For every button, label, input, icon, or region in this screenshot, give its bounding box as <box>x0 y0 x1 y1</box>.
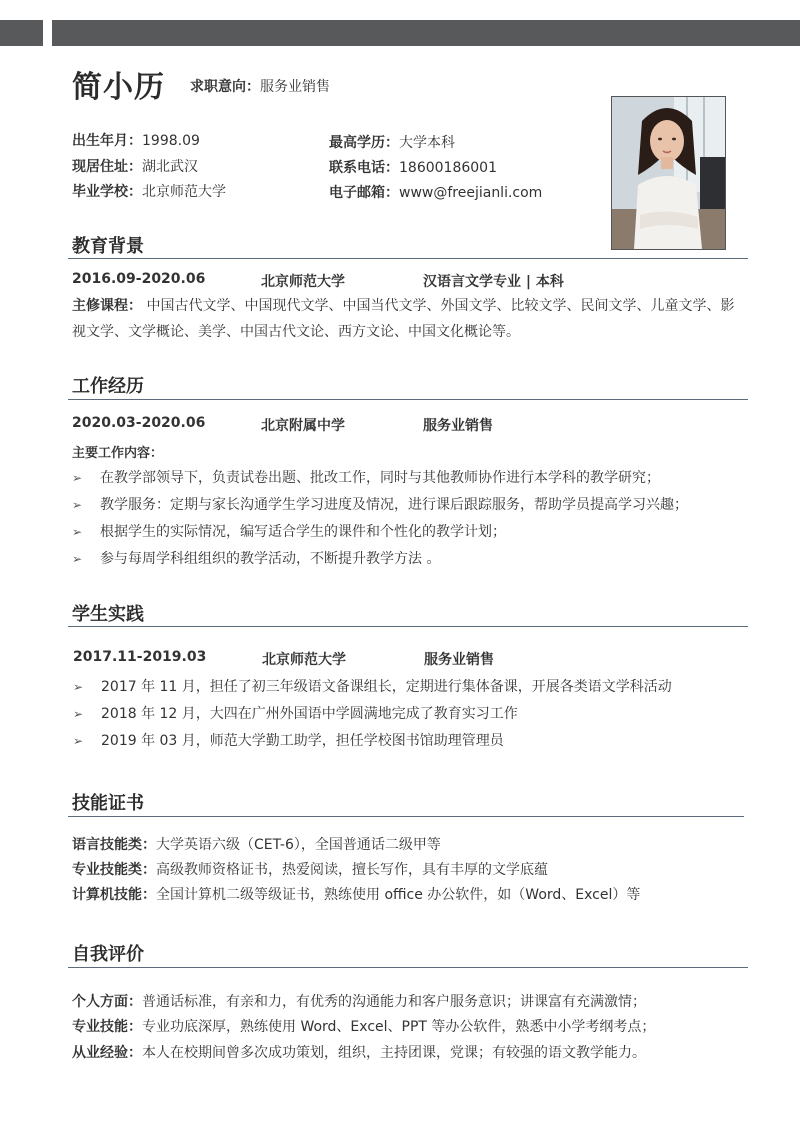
self-eval-divider <box>68 967 748 968</box>
education-courses <box>72 293 748 345</box>
education-divider <box>68 258 748 259</box>
residence-info <box>72 156 198 176</box>
work-item-text: 教学服务：定期与家长沟通学生学习进度及情况，进行课后跟踪服务，帮助学员提高学习兴趣； <box>100 497 688 513</box>
school-label: 毕业学校： <box>72 184 142 200</box>
school-value: 北京师范大学 <box>142 184 226 200</box>
computer-skills-value: 全国计算机二级等级证书，熟练使用 office 办公软件，如（Word、Excel）等 <box>156 887 641 903</box>
language-skills <box>72 834 441 854</box>
experience-aspect-value: 本人在校期间曾多次成功策划，组织，主持团课，党课；有较强的语文教学能力。 <box>142 1045 646 1061</box>
professional-aspect <box>72 1016 655 1036</box>
professional-aspect-value: 专业功底深厚，熟练使用 Word、Excel、PPT 等办公软件，熟悉中小学考纲考点； <box>142 1019 656 1035</box>
applicant-name: 简小历 <box>72 70 165 105</box>
computer-skills-label: 计算机技能： <box>72 887 156 903</box>
profile-photo-illustration <box>612 97 725 249</box>
practice-item <box>73 730 504 750</box>
arrow-bullet-icon: ➢ <box>72 552 83 566</box>
work-item <box>72 494 688 514</box>
language-skills-label: 语言技能类： <box>72 837 156 853</box>
phone-info <box>329 157 497 177</box>
computer-skills <box>72 884 640 904</box>
email-info <box>329 182 542 202</box>
degree-value: 大学本科 <box>399 135 455 151</box>
education-title: 教育背景 <box>72 236 144 257</box>
birth-label: 出生年月： <box>72 133 142 149</box>
experience-aspect <box>72 1042 646 1062</box>
work-item-text: 参与每周学科组组织的教学活动，不断提升教学方法 。 <box>100 551 441 567</box>
practice-item <box>73 676 672 696</box>
work-item-text: 根据学生的实际情况，编写适合学生的课件和个性化的教学计划； <box>100 524 506 540</box>
work-title: 工作经历 <box>72 376 144 397</box>
degree-info <box>329 132 455 152</box>
practice-item-text: 2018 年 12 月，大四在广州外国语中学圆满地完成了教育实习工作 <box>101 706 518 722</box>
email-label: 电子邮箱： <box>329 185 399 201</box>
arrow-bullet-icon: ➢ <box>72 471 83 485</box>
work-content-label: 主要工作内容： <box>72 446 164 461</box>
work-divider <box>68 399 748 400</box>
profile-photo <box>611 96 726 250</box>
practice-item-text: 2019 年 03 月，师范大学勤工助学，担任学校图书馆助理管理员 <box>101 733 504 749</box>
practice-item-text: 2017 年 11 月，担任了初三年级语文备课组长，定期进行集体备课，开展各类语文学科活动 <box>101 679 672 695</box>
phone-value: 18600186001 <box>399 160 497 176</box>
education-school: 北京师范大学 <box>261 274 345 290</box>
job-intention <box>190 76 330 96</box>
work-org: 北京附属中学 <box>261 418 345 434</box>
top-bar-right <box>52 20 800 46</box>
personal-aspect-label: 个人方面： <box>72 994 142 1010</box>
practice-divider <box>68 626 748 627</box>
school-info <box>72 181 226 201</box>
practice-period: 2017.11-2019.03 <box>73 649 207 665</box>
courses-label: 主修课程： <box>72 298 142 314</box>
birth-value: 1998.09 <box>142 133 200 149</box>
arrow-bullet-icon: ➢ <box>73 707 84 721</box>
arrow-bullet-icon: ➢ <box>73 680 84 694</box>
email-value: www@freejianli.com <box>399 185 543 201</box>
self-eval-title: 自我评价 <box>72 944 144 965</box>
top-bar-left <box>0 20 43 46</box>
residence-label: 现居住址： <box>72 159 142 175</box>
practice-role: 服务业销售 <box>424 652 494 668</box>
education-major: 汉语言文学专业 | 本科 <box>423 274 564 290</box>
personal-aspect <box>72 991 646 1011</box>
skills-title: 技能证书 <box>72 793 144 814</box>
birth-info <box>72 130 200 150</box>
work-item-text: 在教学部领导下，负责试卷出题、批改工作，同时与其他教师协作进行本学科的教学研究； <box>100 470 660 486</box>
professional-aspect-label: 专业技能： <box>72 1019 142 1035</box>
work-role: 服务业销售 <box>423 418 493 434</box>
arrow-bullet-icon: ➢ <box>72 498 83 512</box>
personal-aspect-value: 普通话标准，有亲和力，有优秀的沟通能力和客户服务意识；讲课富有充满激情； <box>142 994 646 1010</box>
work-item <box>72 548 440 568</box>
education-period: 2016.09-2020.06 <box>72 271 206 287</box>
work-item <box>72 521 506 541</box>
practice-title: 学生实践 <box>72 604 144 625</box>
phone-label: 联系电话： <box>329 160 399 176</box>
practice-item <box>73 703 518 723</box>
professional-skills-value: 高级教师资格证书，热爱阅读，擅长写作，具有丰厚的文学底蕴 <box>156 862 548 878</box>
residence-value: 湖北武汉 <box>142 159 198 175</box>
arrow-bullet-icon: ➢ <box>72 525 83 539</box>
experience-aspect-label: 从业经验： <box>72 1045 142 1061</box>
work-item <box>72 467 660 487</box>
arrow-bullet-icon: ➢ <box>73 734 84 748</box>
job-intention-value: 服务业销售 <box>260 79 330 95</box>
degree-label: 最高学历： <box>329 135 399 151</box>
practice-org: 北京师范大学 <box>262 652 346 668</box>
professional-skills-label: 专业技能类： <box>72 862 156 878</box>
professional-skills <box>72 859 548 879</box>
work-period: 2020.03-2020.06 <box>72 415 206 431</box>
courses-value: 中国古代文学、中国现代文学、中国当代文学、外国文学、比较文学、民间文学、儿童文学、影视文学、文学概论、美学、中国古代文论、西方文论、中国文化概论等。 <box>72 298 735 340</box>
language-skills-value: 大学英语六级（CET-6），全国普通话二级甲等 <box>156 837 441 853</box>
job-intention-label: 求职意向： <box>190 79 260 95</box>
skills-divider <box>68 816 744 817</box>
